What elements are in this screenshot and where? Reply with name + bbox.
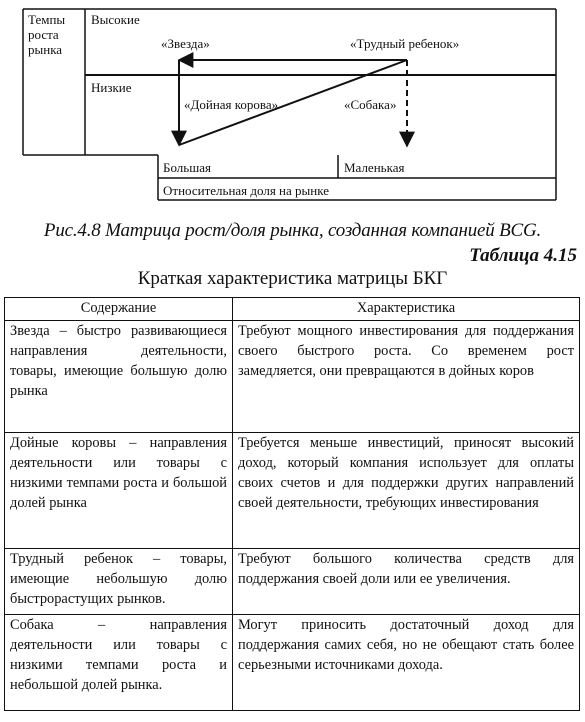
table-row [5,433,580,549]
quadrant-star-label: «Звезда» [161,36,210,51]
growth-low-label: Низкие [91,80,132,95]
quadrant-dog-label: «Собака» [344,97,397,112]
cell-characteristic-problem-child: Требуют большого количества средств для поддержания своей доли или ее увеличения. [233,549,580,615]
relative-share-label: Относительная доля на рынке [163,183,329,198]
cell-characteristic-star: Требуют мощного инвестирования для поддержания своего быстрого роста. Со временем рост замедляется, они превращаются в дойных коров [233,321,580,433]
growth-rate-label: Темпы роста рынка [28,12,66,57]
figure-caption: Рис.4.8 Матрица рост/доля рынка, созданная компанией BCG. [43,220,542,241]
table-title: Краткая характеристика матрицы БКГ [137,268,448,289]
quadrant-cash-cow-label: «Дойная корова» [184,97,279,112]
cell-content-dog: Собака – направления деятельности или товары с низкими темпами роста и небольшой долей рынка. [5,615,233,711]
share-large-label: Большая [163,160,211,175]
table-header-row [5,298,580,321]
cell-characteristic-dog: Могут приносить достаточный доход для поддержания самих себя, но не обещают стать более серьезными источниками дохода. [233,615,580,711]
table-row [5,321,580,433]
table-row [5,549,580,615]
table-number: Таблица 4.15 [469,245,577,266]
bcg-characteristics-table [4,297,580,711]
cell-characteristic-cash-cow: Требуется меньше инвестиций, приносят высокий доход, который компания использует для оплаты своих счетов и для поддержки других направлений своей деятельности, требующих инвестирования [233,433,580,549]
cell-content-problem-child: Трудный ребенок – товары, имеющие небольшую долю быстрорастущих рынков. [5,549,233,615]
bcg-matrix-figure [0,0,585,215]
table-row [5,615,580,711]
share-small-label: Маленькая [344,160,405,175]
quadrant-problem-child-label: «Трудный ребенок» [350,36,460,51]
cell-content-cash-cow: Дойные коровы – направления деятельности или товары с низкими темпами роста и большой долей рынка [5,433,233,549]
header-content: Содержание [5,298,233,321]
cell-content-star: Звезда – быстро развивающиеся направления деятельности, товары, имеющие большую долю рынка [5,321,233,433]
header-characteristic: Характеристика [233,298,580,321]
growth-high-label: Высокие [91,12,140,27]
